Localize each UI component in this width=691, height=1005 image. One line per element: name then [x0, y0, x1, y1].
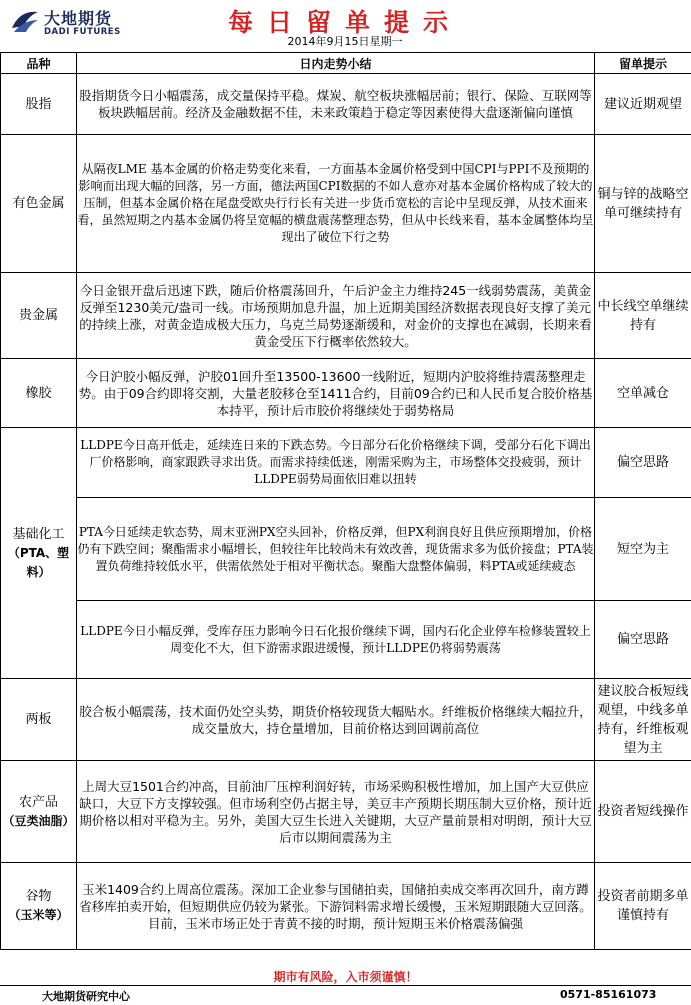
advice-cell: 偏空思路	[595, 428, 691, 498]
recommendation-table	[0, 52, 691, 950]
table-row	[1, 761, 691, 863]
header	[0, 0, 691, 52]
contact-phone: 0571-85161073	[560, 988, 657, 1001]
table-row	[1, 679, 691, 761]
advice-cell: 中长线空单继续持有	[595, 273, 691, 359]
advice-cell: 铜与锌的战略空单可继续持有	[595, 135, 691, 273]
summary-cell: 今日金银开盘后迅速下跌，随后价格震荡回升，午后沪金主力维持245一线弱势震荡，美黄金反弹至1230美元/盎司一线。市场预期加息升温，加上近期美国经济数据表现良好支撑了美元的持续上涨，对黄金造成极大压力，乌克兰局势逐渐缓和，对金价的支撑也在减弱，长期来看黄金受压下行概率依然较大。	[77, 273, 595, 359]
table-row	[1, 428, 691, 498]
table-row	[1, 498, 691, 601]
research-center-name: 大地期货研究中心	[42, 990, 130, 1003]
summary-cell: LLDPE今日小幅反弹，受库存压力影响今日石化报价继续下调，国内石化企业停车检修装置较上周变化不大，但下游需求跟进缓慢，预计LLDPE仍将弱势震荡	[77, 601, 595, 679]
category-label: 橡胶	[25, 385, 52, 401]
summary-cell: 股指期货今日小幅震荡，成交量保持平稳。煤炭、航空板块涨幅居前；银行、保险、互联网等板块跌幅居前。经济及金融数据不佳，未来政策趋于稳定等因素使得大盘逐渐偏向谨慎	[77, 74, 595, 135]
category-cell	[1, 863, 77, 950]
advice-cell: 建议近期观望	[595, 74, 691, 135]
advice-cell: 投资者前期多单谨慎持有	[595, 863, 691, 950]
dadi-logo-icon	[10, 6, 40, 36]
category-cell	[1, 74, 77, 135]
table-row	[1, 359, 691, 428]
summary-cell: 玉米1409合约上周高位震荡。深加工企业参与国储拍卖，国储拍卖成交率再次回升，南方蹲省移库拍卖开始，但短期供应仍较为紧张。下游饲料需求增长缓慢，玉米短期跟随大豆回落。目前，玉米市场正处于青黄不接的时期，预计短期玉米价格震荡偏强	[77, 863, 595, 950]
category-cell	[1, 428, 77, 679]
page-title: 每日留单提示	[227, 8, 462, 37]
category-cell	[1, 273, 77, 359]
category-label: 谷物	[25, 889, 52, 904]
category-label: 贵金属	[18, 308, 58, 323]
summary-cell: 上周大豆1501合约冲高，目前油厂压榨利润好转，市场采购积极性增加，加上国产大豆供应缺口，大豆下方支撑较强。但市场利空仍占据主导，美豆丰产预期长期压制大豆价格，预计近期价格以相对平稳为主。另外，美国大豆生长进入关键期，大豆产量前景相对明朗，预计大豆后市以期间震荡为主	[77, 761, 595, 863]
category-cell	[1, 679, 77, 761]
category-cell	[1, 135, 77, 273]
category-label: 两板	[25, 712, 52, 727]
table-row	[1, 273, 691, 359]
advice-cell: 短空为主	[595, 498, 691, 601]
category-sublabel: （PTA、塑料）	[7, 545, 70, 579]
logo-english-name: DADI FUTURES	[44, 27, 121, 37]
advice-cell: 偏空思路	[595, 601, 691, 679]
table-row	[1, 863, 691, 950]
category-sublabel: （豆类油脂）	[2, 813, 75, 828]
table-header-row	[1, 53, 691, 74]
category-label: 有色金属	[12, 196, 65, 211]
summary-cell: 胶合板小幅震荡，技术面仍处空头势，期货价格较现货大幅贴水。纤维板价格继续大幅拉升，成交量放大，持仓量增加，目前价格达到回调前高位	[77, 679, 595, 761]
footer-divider	[0, 985, 691, 986]
advice-cell: 建议胶合板短线观望，中线多单持有，纤维板观望为主	[595, 679, 691, 761]
category-label: 基础化工	[12, 526, 65, 542]
logo-chinese-name: 大地期货	[44, 9, 113, 28]
table-row	[1, 74, 691, 135]
risk-warning: 期市有风险，入市须谨慎！	[273, 970, 418, 984]
report-date: 2014年9月15日星期一	[287, 35, 403, 48]
category-label: 股指	[25, 96, 52, 112]
advice-cell: 投资者短线操作	[595, 761, 691, 863]
table-row	[1, 601, 691, 679]
column-header-summary: 日内走势小结	[77, 53, 595, 74]
column-header-advice: 留单提示	[595, 53, 691, 74]
summary-cell: PTA今日延续走软态势，周末亚洲PX空头回补，价格反弹，但PX利润良好且供应预期增加，价格仍有下跌空间；聚酯需求小幅增长，但较往年比较尚未有效改善，现货需求多为低价接盘；PTA装置负荷维持较低水平，供需依然处于相对平衡状态。聚酯大盘整体偏弱，料PTA或延续疲态	[77, 498, 595, 601]
category-label: 农产品	[18, 794, 58, 810]
category-sublabel: （玉米等）	[8, 908, 69, 922]
category-cell	[1, 359, 77, 428]
column-header-category: 品种	[1, 53, 77, 74]
summary-cell: 今日沪胶小幅反弹，沪胶01回升至13500-13600一线附近，短期内沪胶将维持震荡整理走势。由于09合约即将交割，大量老胶移仓至1411合约，目前09合约已和人民币复合胶价格基本持平，预计后市胶价将继续处于弱势格局	[77, 359, 595, 428]
summary-cell: 从隔夜LME 基本金属的价格走势变化来看，一方面基本金属价格受到中国CPI与PPI不及预期的影响而出现大幅的回落，另一方面，德法两国CPI数据的不如人意亦对基本金属价格构成了较大的压制，但基本金属价格在尾盘受欧央行行长有关进一步货币宽松的言论中呈现反弹，从技术面来看，虽然短期之内基本金属仍将呈宽幅的横盘震荡整理态势，但从中长线来看，基本金属整体均呈现出了破位下行之势	[77, 135, 595, 273]
company-logo	[10, 4, 125, 44]
summary-cell: LLDPE今日高开低走，延续连日来的下跌态势。今日部分石化价格继续下调，受部分石化下调出厂价格影响，商家跟跌寻求出货。而需求持续低迷，刚需采购为主，市场整体交投疲弱，预计LLDPE弱势局面依旧难以扭转	[77, 428, 595, 498]
advice-cell: 空单减仓	[595, 359, 691, 428]
table-row	[1, 135, 691, 273]
category-cell	[1, 761, 77, 863]
